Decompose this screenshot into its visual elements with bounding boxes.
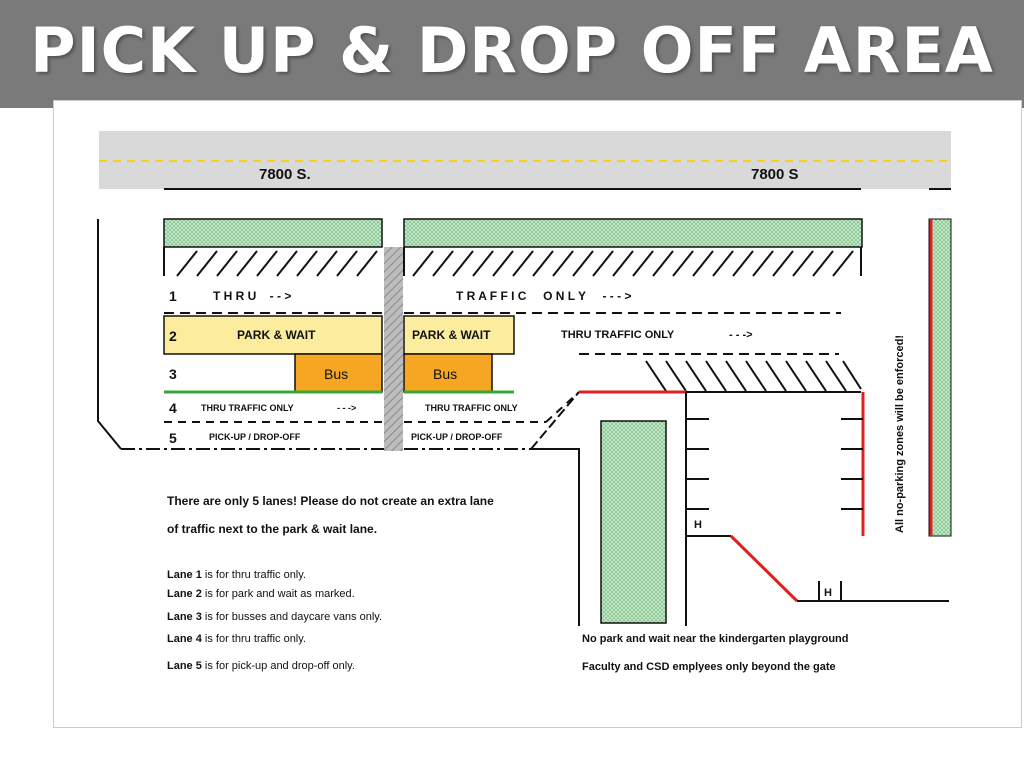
rule-text: is for park and wait as marked.: [201, 588, 355, 600]
footer-note-gate: Faculty and CSD emplyees only beyond the gate: [582, 661, 836, 673]
left-curb: [98, 219, 121, 449]
notice-line-2: of traffic next to the park & wait lane.: [167, 522, 378, 536]
footer-note-playground: No park and wait near the kindergarten playground: [582, 633, 849, 645]
lane-2-number: 2: [169, 328, 177, 344]
lane-5-right-text: PICK-UP / DROP-OFF: [411, 432, 503, 442]
lane-2-left-text: PARK & WAIT: [237, 328, 316, 342]
lot-left-curb: [531, 449, 579, 626]
road-label-right: 7800 S: [751, 166, 799, 183]
map-frame: [53, 100, 1022, 728]
lane-5-number: 5: [169, 430, 177, 446]
lane-3-left-text: Bus: [324, 366, 349, 382]
parking-stalls-top: [164, 247, 861, 276]
lane-2-right-text: PARK & WAIT: [412, 328, 491, 342]
rule-lane-label: Lane 5: [167, 660, 202, 672]
parking-stalls-lot-left: [686, 419, 709, 509]
rule-row: [167, 633, 306, 645]
rule-lane-label: Lane 3: [167, 611, 202, 623]
lane-4-divider-diagonal: [546, 392, 579, 422]
lane-3-number: 3: [169, 366, 177, 382]
parking-stalls-diagonal: [646, 361, 861, 392]
rule-row: [167, 569, 306, 581]
lane-1-left-text: T H R U - - >: [213, 289, 292, 303]
side-notice: All no-parking zones will be enforced!: [894, 334, 906, 533]
lane-5-left-text: PICK-UP / DROP-OFF: [209, 432, 301, 442]
page-title: PICK UP & DROP OFF AREA: [30, 14, 994, 87]
notice-line-1: There are only 5 lanes! Please do not create an extra lane: [167, 494, 494, 508]
lane-4-left-arrow: - - ->: [337, 403, 357, 413]
parking-stalls-lot-right: [841, 419, 863, 509]
rule-text: is for thru traffic only.: [201, 633, 306, 645]
crosswalk: [384, 247, 403, 451]
handicap-marker-1: H: [694, 519, 702, 531]
lane-4-right-text: THRU TRAFFIC ONLY: [425, 403, 518, 413]
rule-lane-label: Lane 1: [167, 569, 202, 581]
red-curb-diagonal: [731, 536, 797, 601]
road-label-left: 7800 S.: [259, 166, 311, 183]
green-island: [601, 421, 666, 623]
lane-4-number: 4: [169, 400, 177, 416]
rule-lane-label: Lane 4: [167, 633, 202, 645]
handicap-marker-2: H: [824, 587, 832, 599]
rule-text: is for busses and daycare vans only.: [201, 611, 383, 623]
rule-row: [167, 588, 355, 600]
lane-1-right-text: T R A F F I C O N L Y - - - >: [456, 289, 632, 303]
rule-row: [167, 611, 382, 623]
lane-rules: [167, 569, 382, 672]
lane-2-side-arrow: - - ->: [729, 329, 753, 341]
parking-map: [54, 101, 1021, 727]
rule-text: is for thru traffic only.: [201, 569, 306, 581]
rule-text: is for pick-up and drop-off only.: [201, 660, 355, 672]
title-bar: [0, 0, 1024, 108]
lane-4-left-text: THRU TRAFFIC ONLY: [201, 403, 294, 413]
lane-2-side-text: THRU TRAFFIC ONLY: [561, 329, 675, 341]
green-strip-left: [164, 219, 382, 247]
lane-1-number: 1: [169, 288, 177, 304]
lane-5-diagonal: [531, 392, 579, 449]
lane-3-right-text: Bus: [433, 366, 458, 382]
green-strip-right: [404, 219, 862, 247]
rule-row: [167, 660, 355, 672]
rule-lane-label: Lane 2: [167, 588, 202, 600]
